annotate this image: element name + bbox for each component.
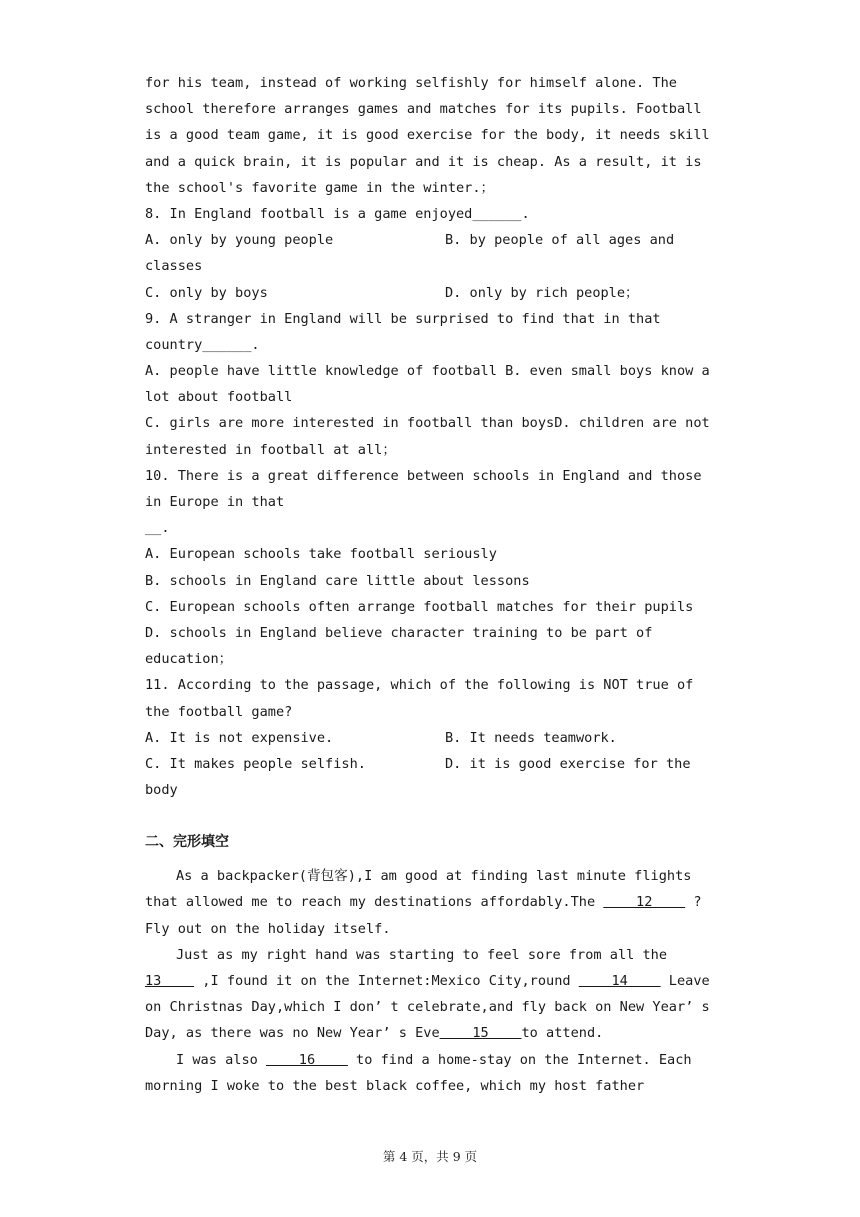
option-b: B. by people of all ages and — [445, 232, 675, 249]
option-a: A. It is not expensive. — [145, 729, 334, 746]
document-body — [145, 70, 725, 1099]
question-8-stem: 8. In England football is a game enjoyed______. — [145, 205, 530, 222]
option-d: D. only by rich people； — [445, 284, 639, 301]
question-9-options-cd-cont: interested in football at all； — [145, 441, 396, 458]
question-11-stem-cont: the football game? — [145, 703, 293, 720]
passage-line: the school's favorite game in the winter.； — [145, 179, 495, 196]
cloze-line: 13 ,I found it on the Internet:Mexico City,round 14 Leave — [145, 973, 710, 989]
cloze-line: Fly out on the holiday itself. — [145, 920, 391, 937]
option-a: A. only by young people — [145, 232, 334, 249]
question-8-options-cd — [145, 280, 725, 306]
passage-line: is a good team game, it is good exercise for the body, it needs skill — [145, 127, 710, 144]
option-d: D. schools in England believe character training to be part of — [145, 624, 653, 641]
question-10-blank: __. — [145, 520, 170, 537]
option-a: A. European schools take football seriously — [145, 546, 497, 563]
option-d: D. it is good exercise for the — [445, 755, 691, 772]
cloze-line: morning I woke to the best black coffee, which my host father — [145, 1077, 645, 1094]
cloze-line: that allowed me to reach my destinations affordably.The 12 ? — [145, 894, 702, 911]
option-d-continued: education； — [145, 651, 233, 668]
cloze-line: Day, as there was no New Year’ s Eve 15 to attend. — [145, 1025, 604, 1042]
option-d-continued: body — [145, 782, 178, 799]
passage-line: for his team, instead of working selfishly for himself alone. The — [145, 75, 677, 91]
question-9-options-ab-cont: lot about football — [145, 389, 293, 406]
question-9-stem: 9. A stranger in England will be surprised to find that in that — [145, 310, 661, 327]
question-9-stem-cont: country______. — [145, 336, 260, 353]
question-8-options-ab — [145, 227, 725, 253]
question-11-options-ab — [145, 725, 725, 751]
blank-13[interactable]: 13 — [145, 973, 195, 989]
question-11-options-cd — [145, 751, 725, 777]
question-9-options-ab: A. people have little knowledge of football B. even small boys know a — [145, 363, 710, 380]
cloze-line: Just as my right hand was starting to feel sore from all the — [176, 946, 668, 963]
cloze-line: As a backpacker(背包客),I am good at finding last minute flights — [176, 868, 692, 885]
cloze-line: I was also 16 to find a home-stay on the Internet. Each — [176, 1051, 692, 1068]
question-10-stem-cont: in Europe in that — [145, 494, 285, 510]
passage-line: school therefore arranges games and matches for its pupils. Football — [145, 101, 702, 118]
blank-15[interactable]: 15 — [439, 1025, 522, 1042]
option-c: C. It makes people selfish. — [145, 755, 366, 772]
option-c: C. European schools often arrange football matches for their pupils — [145, 598, 694, 615]
question-9-options-cd: C. girls are more interested in football than boysD. children are not — [145, 415, 710, 432]
blank-14[interactable]: 14 — [578, 973, 661, 989]
option-b-continued: classes — [145, 258, 203, 275]
page-number: 第 4 页，共 9 页 — [382, 1149, 478, 1164]
question-10-stem: 10. There is a great difference between schools in England and those — [145, 467, 702, 484]
option-b: B. It needs teamwork. — [445, 729, 617, 746]
section-heading: 二、完形填空 — [145, 834, 229, 851]
blank-12[interactable]: 12 — [603, 894, 686, 911]
cloze-line: on Christnas Day,which I don’ t celebrate,and fly back on New Year’ s — [145, 999, 710, 1016]
option-b: B. schools in England care little about lessons — [145, 572, 530, 589]
option-c: C. only by boys — [145, 284, 268, 301]
question-11-stem: 11. According to the passage, which of the following is NOT true of — [145, 677, 694, 694]
blank-16[interactable]: 16 — [266, 1051, 348, 1068]
passage-line: and a quick brain, it is popular and it is cheap. As a result, it is — [145, 153, 702, 170]
